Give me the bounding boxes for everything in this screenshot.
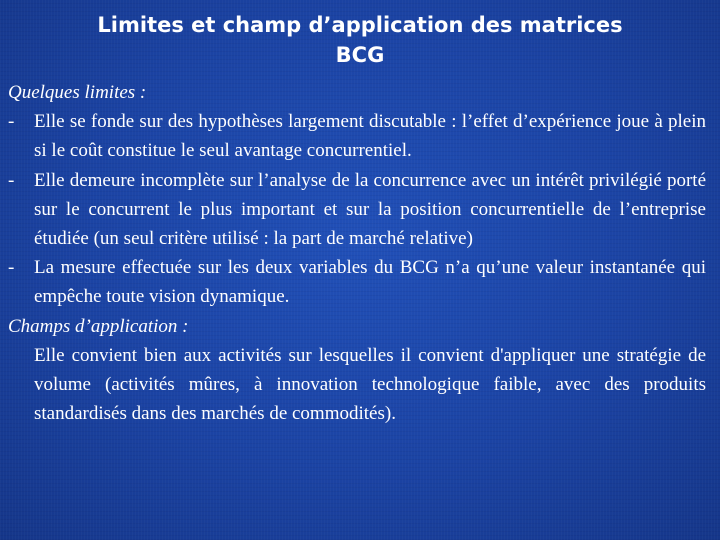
limit-item-2 [8, 166, 706, 254]
slide-title [0, 10, 720, 70]
limit-item-1-text: Elle se fonde sur des hypothèses largement discutable : l’effet d’expérience joue à plein si le coût constitue le seul avantage concurrentiel. [34, 111, 706, 162]
slide-title-line-1: Limites et champ d’application des matrices [97, 13, 623, 37]
slide-body [8, 78, 706, 428]
bullet-dash: - [8, 169, 15, 191]
limit-item-2-text: Elle demeure incomplète sur l’analyse de la concurrence avec un intérêt privilégié porté sur le concurrent le plus important et sur la position concurrentielle de l’entreprise étudiée (un seul critère utilisé : la part de marché relative) [34, 169, 706, 250]
limits-heading: Quelques limites : [8, 82, 147, 103]
scope-heading: Champs d’application : [8, 315, 189, 337]
limit-item-1 [8, 107, 706, 165]
slide-title-line-2: BCG [335, 43, 385, 67]
limit-item-3 [8, 253, 706, 311]
limit-item-3-text: La mesure effectuée sur les deux variables du BCG n’a qu’une valeur instantanée qui empêche toute vision dynamique. [34, 257, 706, 308]
bullet-dash: - [8, 257, 15, 279]
scope-text: Elle convient bien aux activités sur lesquelles il convient d'appliquer une stratégie de volume (activités mûres, à innovation technologique faible, avec des produits standardisés dans des marchés de commodités). [34, 344, 706, 425]
bullet-dash: - [8, 111, 15, 133]
